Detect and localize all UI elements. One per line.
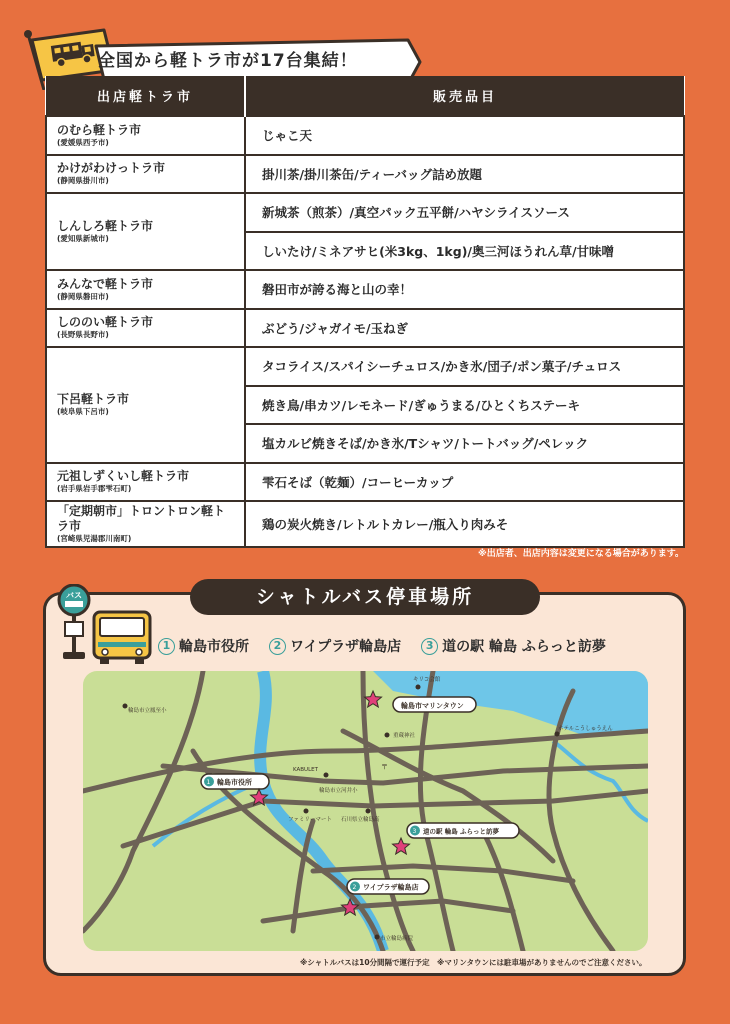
map-place: KABULET — [293, 767, 318, 773]
table-row — [46, 270, 684, 309]
vendor-items: しいたけ/ミネアサヒ(米3kg、1kg)/奥三河ほうれん草/甘味噌 — [245, 232, 684, 271]
map-place: 輪島市立鳳至小 — [128, 708, 167, 714]
vendor-location: (静岡県掛川市) — [57, 176, 109, 186]
marker-label: ワイプラザ輪島店 — [363, 883, 419, 892]
vendor-location: (愛媛県西予市) — [57, 137, 109, 147]
vendor-items: 新城茶（煎茶）/真空パック五平餅/ハヤシライスソース — [245, 193, 684, 232]
map-place: 市立輪島病院 — [380, 936, 414, 942]
stop-label: ワイプラザ輪島店 — [290, 639, 402, 655]
stop-number: 1 — [158, 638, 175, 655]
vendor-name: かけがわけっトラ市 — [57, 161, 166, 176]
table-row — [46, 347, 684, 386]
table-header-items: 販売品目 — [245, 76, 684, 116]
vendor-name: 元祖しずくいし軽トラ市 — [57, 469, 190, 484]
vendor-items: 焼き鳥/串カツ/レモネード/ぎゅうまる/ひとくちステーキ — [245, 386, 684, 425]
map-place: 石川県立輪島高 — [341, 817, 380, 823]
marker-label: 道の駅 輪島 ふらっと訪夢 — [423, 827, 500, 836]
table-row — [46, 309, 684, 348]
vendor-name: しののい軽トラ市 — [57, 315, 154, 330]
stop-label: 道の駅 輪島 ふらっと訪夢 — [442, 639, 606, 655]
table-row — [46, 501, 684, 547]
stop-number: 2 — [269, 638, 286, 655]
table-row — [46, 116, 684, 155]
map-place: 重蔵神社 — [393, 733, 416, 739]
map-place: キリコ会館 — [413, 677, 441, 683]
vendor-name: みんなで軽トラ市 — [57, 276, 154, 291]
vendor-items: 掛川茶/掛川茶缶/ティーバッグ詰め放題 — [245, 155, 684, 194]
map-place: ファミリーマート — [288, 817, 332, 823]
bus-icon — [92, 610, 154, 666]
vendor-items: 鶏の炭火焼き/レトルトカレー/瓶入り肉みそ — [245, 501, 684, 547]
table-row — [46, 463, 684, 502]
vendor-items: タコライス/スパイシーチュロス/かき氷/団子/ポン菓子/チュロス — [245, 347, 684, 386]
vendor-items: 塩カルビ焼きそば/かき氷/Tシャツ/トートバッグ/ペレック — [245, 424, 684, 463]
vendor-location: (岐阜県下呂市) — [57, 407, 109, 417]
vendor-items: じゃこ天 — [245, 116, 684, 155]
vendor-name: しんしろ軽トラ市 — [57, 219, 154, 233]
map-place: 輪島市立河井小 — [319, 788, 358, 794]
marker-label: 輪島市マリンタウン — [401, 702, 464, 710]
vendor-name: 下呂軽トラ市 — [57, 392, 130, 407]
stop-number: 3 — [421, 638, 438, 655]
vendor-table — [45, 76, 685, 548]
map-place: ホテルこうしゅうえん — [558, 726, 613, 732]
shuttle-title: シャトルバス停車場所 — [190, 579, 540, 615]
shuttle-stop — [269, 636, 401, 656]
vendor-items: 雫石そば（乾麺）/コーヒーカップ — [245, 463, 684, 502]
shuttle-stops-list — [158, 636, 626, 656]
shuttle-stop — [421, 636, 606, 656]
vendor-location: (宮崎県児湯郡川南町) — [57, 534, 132, 543]
table-header-vendor: 出店軽トラ市 — [46, 76, 245, 116]
table-note: ※出店者、出店内容は変更になる場合があります。 — [477, 549, 684, 559]
vendor-location: (静岡県磐田市) — [57, 291, 109, 301]
vendor-items: 磐田市が誇る海と山の幸！ — [245, 270, 684, 309]
bus-stop-sign-label: バス — [66, 591, 82, 600]
stop-label: 輪島市役所 — [179, 639, 249, 655]
marker-label: 輪島市役所 — [217, 778, 252, 787]
vendor-location: (愛知県新城市) — [57, 234, 109, 243]
marker-number: 3 — [412, 828, 417, 835]
shuttle-stop — [158, 636, 249, 656]
vendor-name: のむら軽トラ市 — [57, 122, 142, 137]
vendor-name: 「定期朝市」トロントロン軽トラ市 — [57, 504, 226, 533]
vendor-location: (岩手県岩手郡雫石町) — [57, 484, 132, 494]
table-row — [46, 155, 684, 194]
vendor-items: ぶどう/ジャガイモ/玉ねぎ — [245, 309, 684, 348]
map-footnote: ※シャトルバスは10分間隔で運行予定 ※マリンタウンには駐車場がありませんのでご注意ください。 — [300, 958, 647, 967]
banner-title: 全国から軽トラ市が17台集結！ — [98, 51, 358, 71]
bus-stop-sign-icon — [56, 584, 92, 664]
table-row — [46, 193, 684, 232]
marker-number: 1 — [206, 779, 211, 786]
post-office-icon: 〒 — [381, 763, 388, 771]
shuttle-map — [83, 671, 648, 951]
vendor-location: (長野県長野市) — [57, 330, 109, 340]
marker-number: 2 — [352, 884, 357, 891]
